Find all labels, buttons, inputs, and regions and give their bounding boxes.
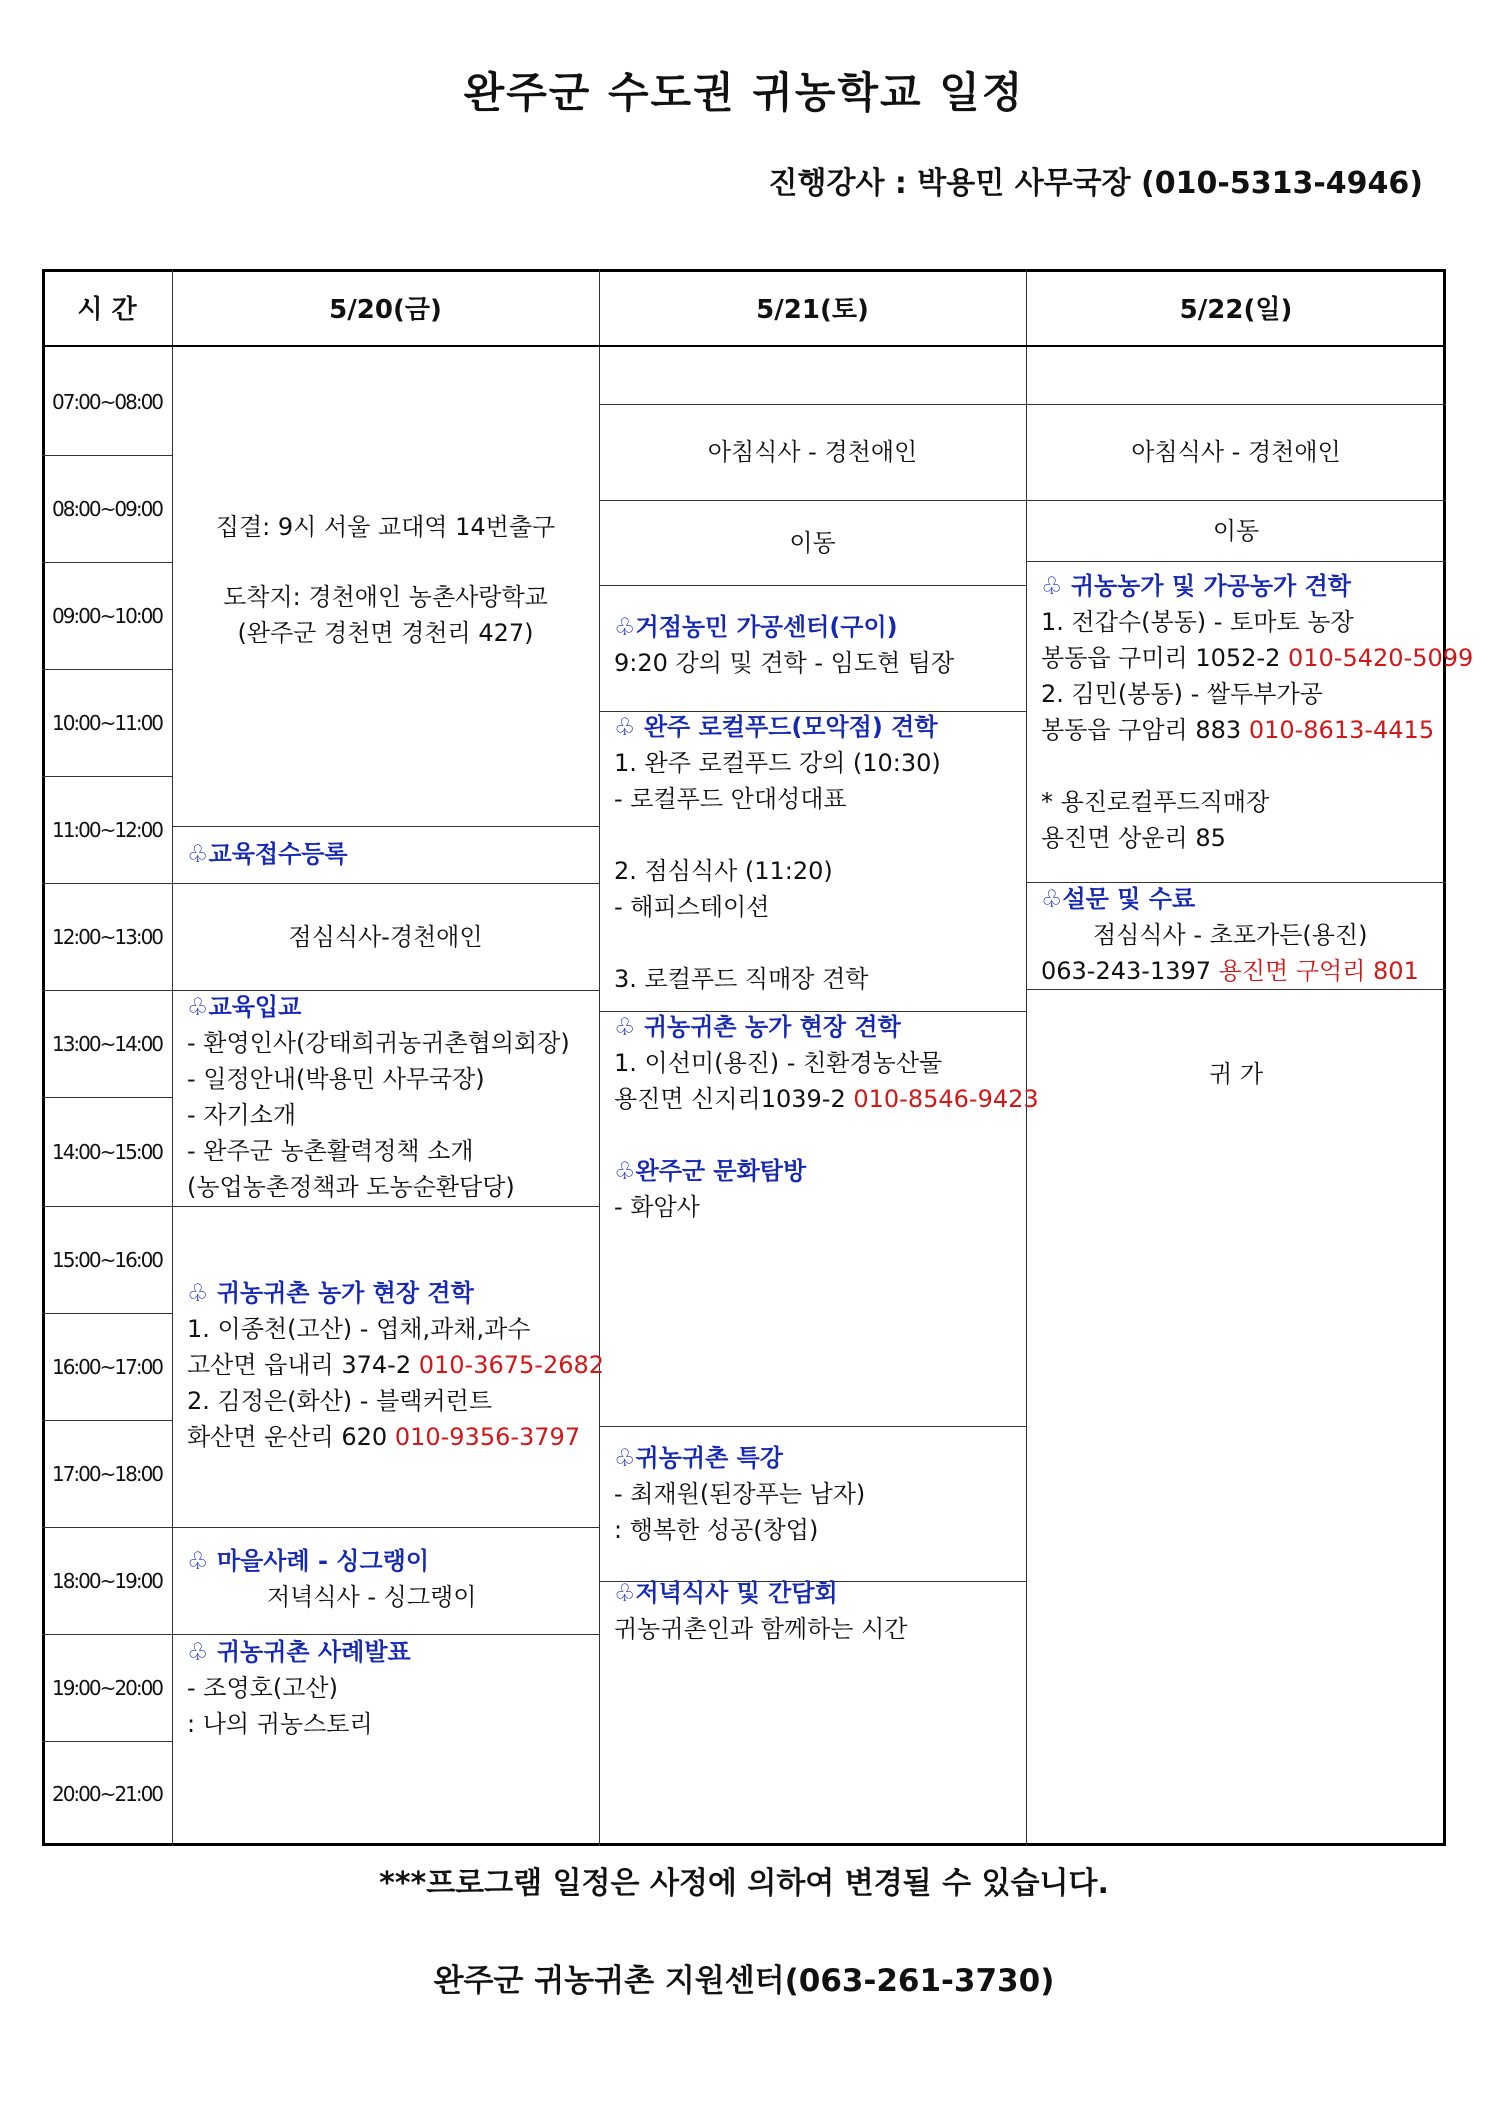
lecture-title: ♧귀농귀촌 특강	[614, 1444, 783, 1472]
time-slot: 20:00~21:00	[51, 1781, 163, 1806]
phone-number: 010-8613-4415	[1248, 716, 1435, 744]
farm-visit-title: ♧ 귀농귀촌 농가 현장 견학	[614, 1013, 901, 1041]
header-day1: 5/20(금)	[329, 294, 442, 325]
day2-localfood-block: ♧ 완주 로컬푸드(모악점) 견학 1. 완주 로컬푸드 강의 (10:30) - 로컬푸드 안대성대표 2. 점심식사 (11:20) - 해피스테이션 3. 로컬푸드 직매장 견학	[614, 709, 1024, 997]
dinner-text: 저녁식사 - 싱그랭이	[267, 1583, 477, 1611]
destination-text: 도착지: 경천애인 농촌사랑학교	[223, 583, 548, 611]
day2-lecture-block: ♧귀농귀촌 특강 - 최재원(된장푸는 남자) : 행복한 성공(창업)	[614, 1440, 1024, 1548]
schedule-table	[42, 269, 1474, 1846]
day1-education-block: ♧교육입교 - 환영인사(강태희귀농귀촌협의회장) - 일정안내(박용민 사무국장) - 자기소개 - 완주군 농촌활력정책 소개 (농업농촌정책과 도농순환담당)	[187, 989, 597, 1205]
day3-return-home: 귀 가	[1209, 1060, 1263, 1088]
time-slot: 13:00~14:00	[51, 1031, 163, 1056]
time-slot: 07:00~08:00	[51, 389, 163, 414]
day3-survey-block: ♧설문 및 수료 점심식사 - 초포가든(용진) 063-243-1397 용진면 구억리 801	[1041, 881, 1441, 989]
day1-gather-block	[172, 509, 599, 651]
day2-center-block: ♧거점농민 가공센터(구이) 9:20 강의 및 견학 - 임도현 팀장	[614, 609, 1024, 681]
time-slot: 15:00~16:00	[51, 1247, 163, 1272]
day1-lunch: 점심식사-경천애인	[288, 922, 483, 951]
time-slot: 11:00~12:00	[51, 817, 163, 842]
page-title: 완주군 수도권 귀농학교 일정	[463, 68, 1025, 117]
localfood-title: ♧ 완주 로컬푸드(모악점) 견학	[614, 713, 938, 741]
case-title: ♧ 귀농귀촌 사례발표	[187, 1638, 411, 1666]
header-day2: 5/21(토)	[756, 294, 869, 325]
schedule-note: ***프로그램 일정은 사정에 의하여 변경될 수 있습니다.	[379, 1866, 1109, 1901]
day2-farm-visit-block: ♧ 귀농귀촌 농가 현장 견학 1. 이선미(용진) - 친환경농산물 용진면 신지리1039-2 010-8546-9423 ♧완주군 문화탐방 - 화암사	[614, 1009, 1024, 1225]
time-slot: 19:00~20:00	[51, 1675, 163, 1700]
day1-village-block	[187, 1543, 597, 1615]
day1-case-block: ♧ 귀농귀촌 사례발표 - 조영호(고산) : 나의 귀농스토리	[187, 1634, 597, 1742]
header-time: 시 간	[77, 294, 137, 325]
time-slot: 14:00~15:00	[51, 1139, 163, 1164]
day3-move: 이동	[1212, 516, 1260, 545]
day2-breakfast: 아침식사 - 경천애인	[707, 438, 918, 466]
dinner-title: ♧저녁식사 및 간담회	[614, 1579, 838, 1607]
day3-breakfast: 아침식사 - 경천애인	[1131, 438, 1341, 466]
education-title: ♧교육입교	[187, 993, 302, 1021]
registration-title: ♧교육접수등록	[187, 840, 348, 868]
gather-text: 집결: 9시 서울 교대역 14번출구	[215, 513, 556, 541]
phone-number: 010-9356-3797	[394, 1423, 581, 1451]
day2-dinner-block: ♧저녁식사 및 간담회 귀농귀촌인과 함께하는 시간	[614, 1575, 1024, 1647]
time-slot: 12:00~13:00	[51, 924, 163, 949]
destination-address: (완주군 경천면 경천리 427)	[237, 619, 534, 647]
support-center-contact: 완주군 귀농귀촌 지원센터(063-261-3730)	[433, 1963, 1055, 1999]
day2-move: 이동	[789, 528, 836, 557]
day3-farm-visit-block: ♧ 귀농농가 및 가공농가 견학 1. 전갑수(봉동) - 토마토 농장 봉동읍 구미리 1052-2 010-5420-5099 2. 김민(봉동) - 쌀두부가공 봉동읍 구암리 883 010-8613-4415 * 용진로컬푸드직매장 용진면 상운리 85	[1041, 568, 1441, 856]
phone-number: 010-8546-9423	[853, 1085, 1039, 1113]
day1-farm-visit-block: ♧ 귀농귀촌 농가 현장 견학 1. 이종천(고산) - 엽채,과채,과수 고산면 읍내리 374-2 010-3675-2682 2. 김정은(화산) - 블랙커런트 화산면 운산리 620 010-9356-3797	[187, 1275, 597, 1455]
farm-visit-title: ♧ 귀농농가 및 가공농가 견학	[1041, 572, 1351, 600]
survey-title: ♧설문 및 수료	[1041, 885, 1196, 913]
instructor-info: 진행강사 : 박용민 사무국장 (010-5313-4946)	[768, 166, 1423, 201]
center-title: ♧거점농민 가공센터(구이)	[614, 613, 898, 641]
culture-title: ♧완주군 문화탐방	[614, 1157, 807, 1185]
time-slot: 16:00~17:00	[51, 1354, 163, 1379]
time-slot: 10:00~11:00	[51, 710, 163, 735]
header-day3: 5/22(일)	[1179, 294, 1293, 325]
time-slot: 09:00~10:00	[51, 603, 163, 628]
phone-number: 010-5420-5099	[1288, 644, 1474, 672]
time-slot: 18:00~19:00	[51, 1568, 163, 1593]
farm-visit-title: ♧ 귀농귀촌 농가 현장 견학	[187, 1279, 474, 1307]
time-slot: 17:00~18:00	[51, 1461, 163, 1486]
village-title: ♧ 마을사례 - 싱그랭이	[187, 1547, 430, 1575]
phone-number: 010-3675-2682	[418, 1351, 605, 1379]
time-slot: 08:00~09:00	[51, 496, 163, 521]
